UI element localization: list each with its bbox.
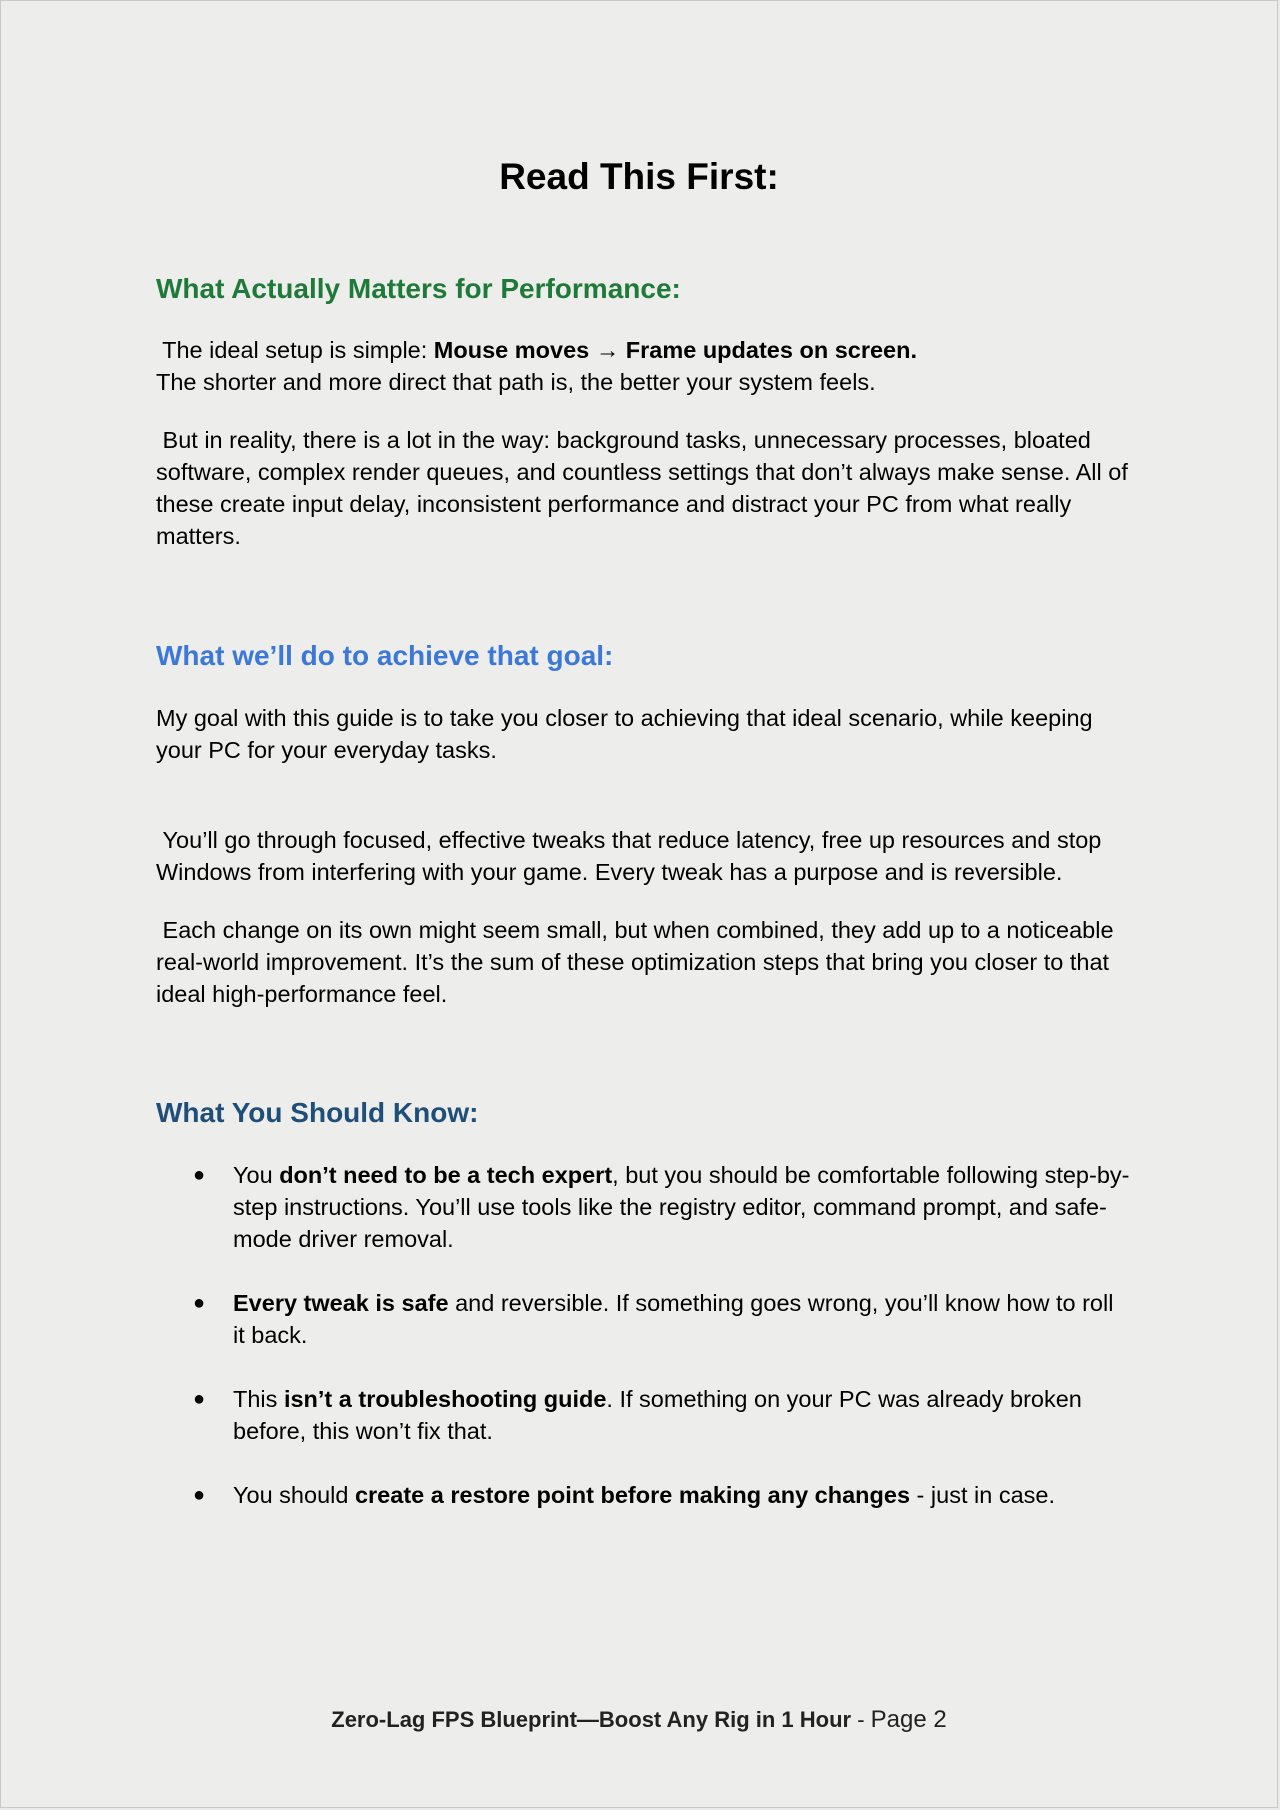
footer-separator: - (851, 1707, 871, 1732)
performance-p1-bold: Mouse moves → Frame updates on screen. (433, 337, 918, 363)
goal-paragraph-1: My goal with this guide is to take you closer to achieving that ideal scenario, while keeping your PC for your everyday tasks. (156, 705, 1093, 763)
performance-paragraph-1 (156, 334, 1131, 398)
page-title: Read This First: (499, 156, 779, 197)
goal-paragraph-2: You’ll go through focused, effective tweaks that reduce latency, free up resources and stop Windows from interfering with your game. Every tweak has a purpose and is reversible. (156, 827, 1108, 885)
list-item (156, 1159, 1131, 1255)
footer-title: Zero-Lag FPS Blueprint—Boost Any Rig in 1 Hour (331, 1707, 852, 1732)
page-number: Page 2 (870, 1706, 947, 1733)
know-bullet-list (156, 1159, 1131, 1543)
page-footer (1, 1704, 1277, 1736)
bullet-icon: ● (193, 1388, 206, 1410)
bullet-icon: ● (193, 1292, 206, 1314)
bullet-text-after: . If something on your PC was already broken before, this won’t fix that. (233, 1386, 1082, 1444)
list-item (156, 1383, 1131, 1447)
bullet-icon: ● (193, 1164, 206, 1186)
performance-paragraph-2: But in reality, there is a lot in the way: background tasks, unnecessary processes, bloated software, complex render queues, and countless settings that don’t always make sense. All of these create input delay, inconsistent performance and distract your PC from what really matters. (156, 427, 1135, 549)
bullet-text-after: , but you should be comfortable following step-by-step instructions. You’ll use tools like the registry editor, command prompt, and safe-mode driver removal. (233, 1162, 1130, 1252)
goal-paragraph-3: Each change on its own might seem small, but when combined, they add up to a noticeable real-world improvement. It’s the sum of these optimization steps that bring you closer to that ideal high-performance feel. (156, 917, 1121, 1007)
performance-p1-prefix: The ideal setup is simple: (156, 337, 434, 363)
bullet-text-bold: don’t need to be a tech expert (279, 1162, 613, 1188)
list-item (156, 1479, 1131, 1511)
bullet-text-bold: isn’t a troubleshooting guide (283, 1386, 607, 1412)
bullet-text-after: - just in case. (910, 1482, 1056, 1508)
know-heading: What You Should Know: (156, 1097, 479, 1128)
bullet-icon: ● (193, 1484, 206, 1506)
performance-p1-line2: The shorter and more direct that path is, the better your system feels. (156, 369, 876, 395)
goal-heading: What we’ll do to achieve that goal: (156, 640, 614, 671)
bullet-text-bold: create a restore point before making any changes (354, 1482, 911, 1508)
performance-heading: What Actually Matters for Performance: (156, 273, 681, 304)
bullet-text-before: You should (233, 1482, 355, 1508)
bullet-text-before: This (233, 1386, 284, 1412)
list-item (156, 1287, 1131, 1351)
bullet-text-bold: Every tweak is safe (233, 1290, 449, 1316)
bullet-text-after: and reversible. If something goes wrong, you’ll know how to roll it back. (233, 1290, 1114, 1348)
bullet-text-before: You (233, 1162, 280, 1188)
